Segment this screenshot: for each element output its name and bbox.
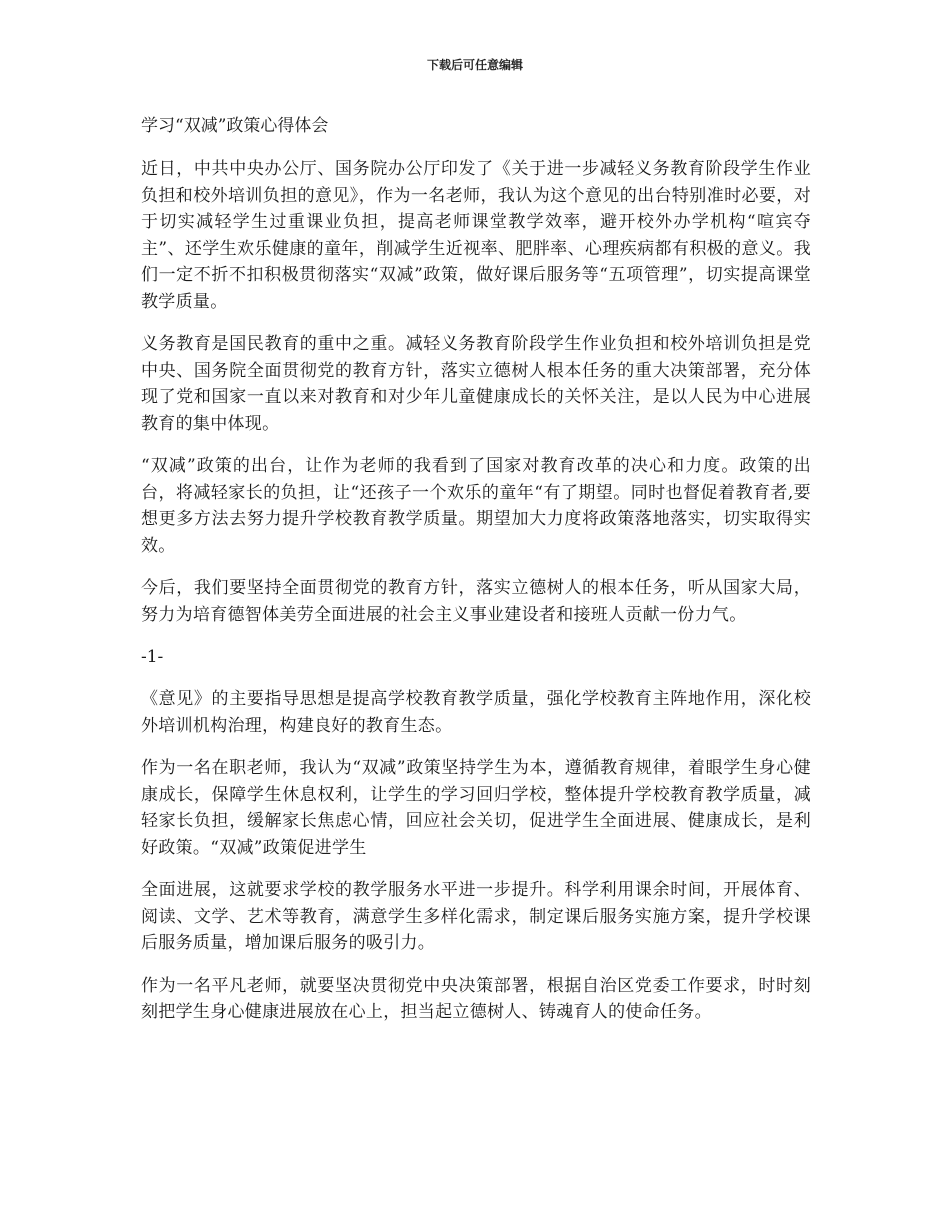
paragraph: 作为一名在职老师，我认为“双减”政策坚持学生为本，遵循教育规律，着眼学生身心健康成长，保障学生休息权利，让学生的学习回归学校，整体提升学校教育教学质量，减轻家长负担，缓解家长焦虑心情，回应社会关切，促进学生全面进展、健康成长，是利好政策。“双减”政策促进学生 [141,758,811,858]
page-number-marker: -1- [141,647,164,667]
paragraph: 全面进展，这就要求学校的教学服务水平进一步提升。科学利用课余时间，开展体育、阅读、文学、艺术等教育，满意学生多样化需求，制定课后服务实施方案，提升学校课后服务质量，增加课后服务的吸引力。 [141,880,811,953]
paragraph: 近日，中共中央办公厅、国务院办公厅印发了《关于进一步减轻义务教育阶段学生作业负担和校外培训负担的意见》，作为一名老师，我认为这个意见的出台特别准时必要，对于切实减轻学生过重课业负担，提高老师课堂教学效率，避开校外办学机构“喧宾夺主”、还学生欢乐健康的童年，削减学生近视率、肥胖率、心理疾病都有积极的意义。我们一定不折不扣积极贯彻落实“双减”政策，做好课后服务等“五项管理”，切实提高课堂教学质量。 [141,159,811,312]
page-header: 下载后可任意编辑 [426,58,523,72]
document-title: 学习“双减”政策心得体会 [141,116,329,136]
paragraph: 义务教育是国民教育的重中之重。减轻义务教育阶段学生作业负担和校外培训负担是党中央、国务院全面贯彻党的教育方针，落实立德树人根本任务的重大决策部署，充分体现了党和国家一直以来对教育和对少年儿童健康成长的关怀关注，是以人民为中心进展教育的集中体现。 [141,334,811,434]
document-body [141,112,811,1042]
paragraph: 今后，我们要坚持全面贯彻党的教育方针，落实立德树人的根本任务，听从国家大局，努力为培育德智体美劳全面进展的社会主义事业建设者和接班人贡献一份力气。 [141,578,811,625]
paragraph: “双减”政策的出台，让作为老师的我看到了国家对教育改革的决心和力度。政策的出台，将减轻家长的负担，让“还孩子一个欢乐的童年“有了期望。同时也督促着教育者,要想更多方法去努力提升学校教育教学质量。期望加大力度将政策落地落实，切实取得实效。 [141,456,811,556]
paragraph: 《意见》的主要指导思想是提高学校教育教学质量，强化学校教育主阵地作用，深化校外培训机构治理，构建良好的教育生态。 [141,689,811,736]
paragraph: 作为一名平凡老师，就要坚决贯彻党中央决策部署，根据自治区党委工作要求，时时刻刻把学生身心健康进展放在心上，担当起立德树人、铸魂育人的使命任务。 [141,975,811,1022]
